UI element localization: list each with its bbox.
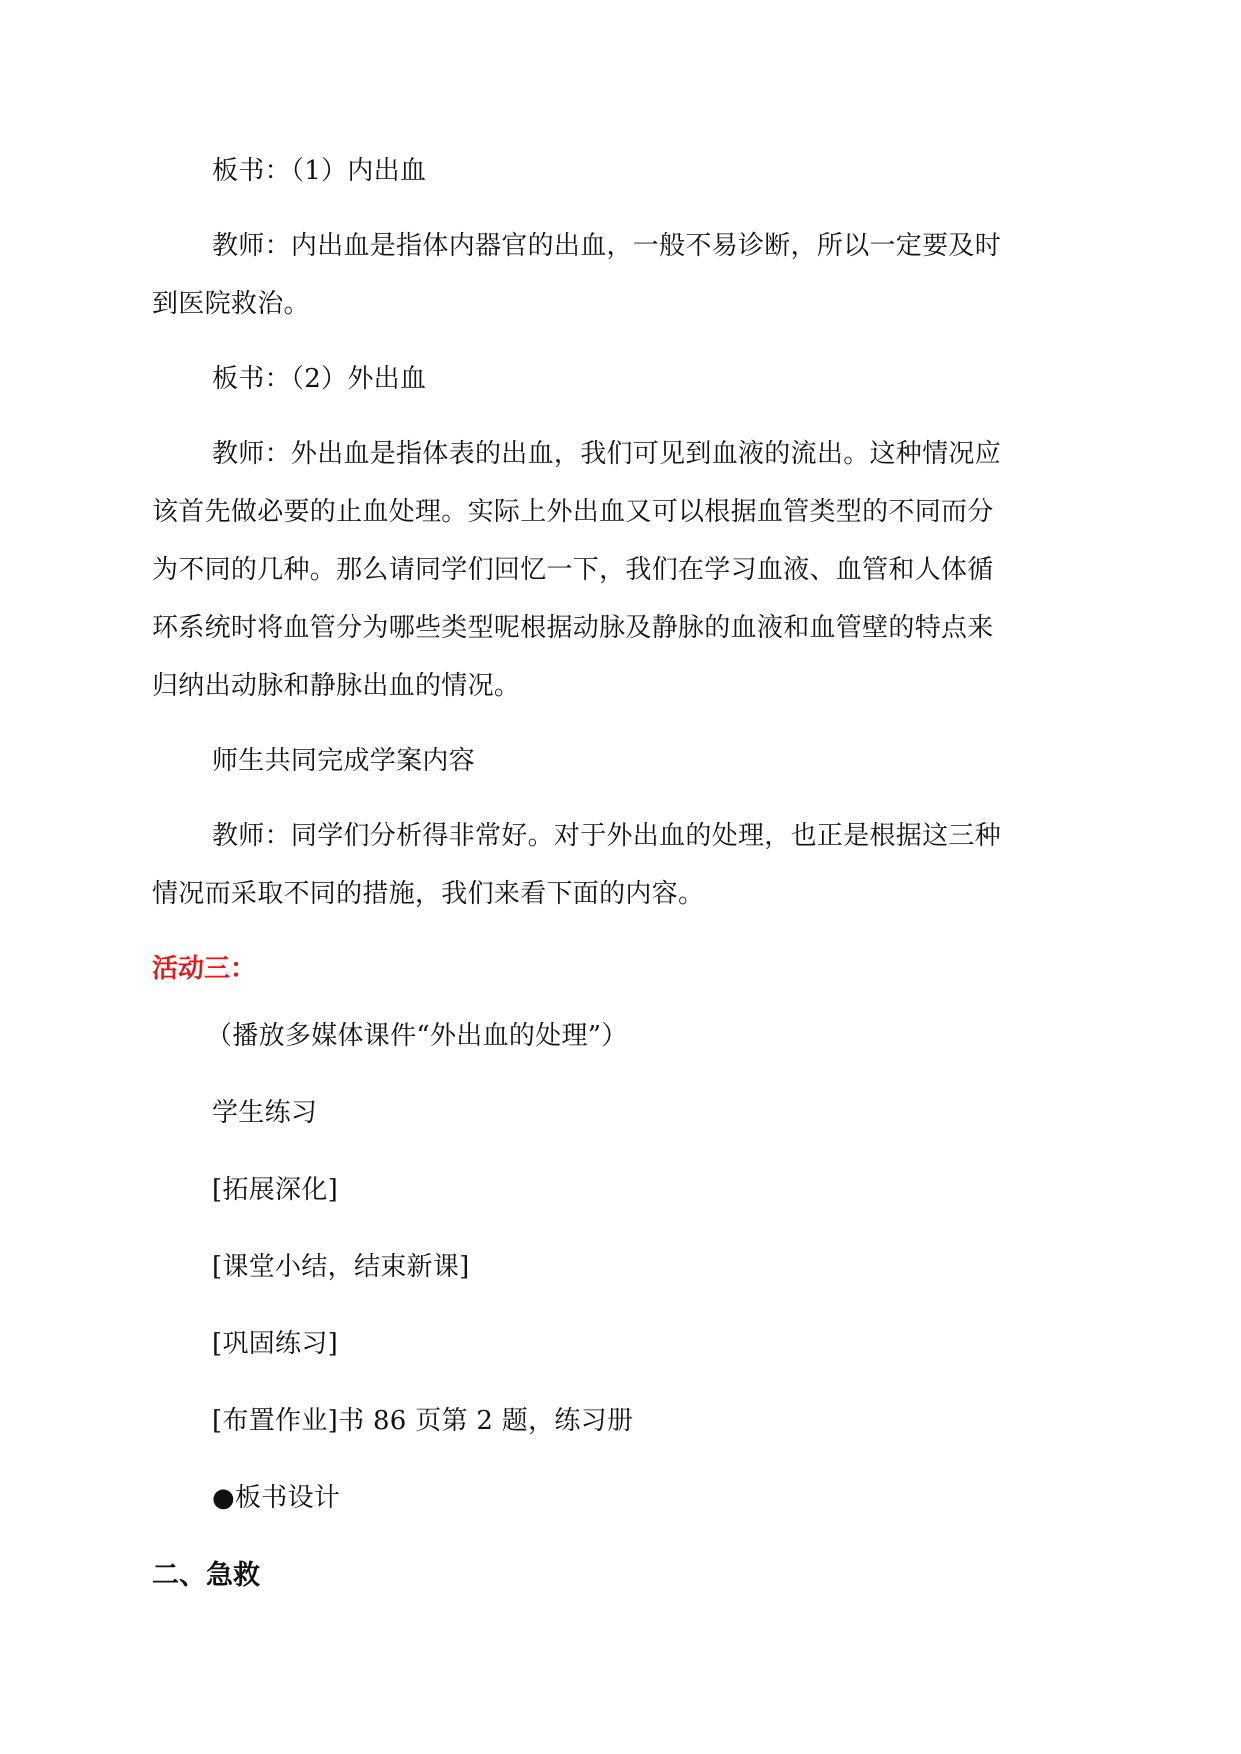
activity-three-heading: 活动三： [152,954,257,984]
paragraph-internal-bleeding-line-2: 到医院救治。 [152,289,310,319]
extension-deepening: [拓展深化] [212,1175,339,1205]
paragraph-external-bleeding-line-2: 该首先做必要的止血处理。实际上外出血又可以根据血管类型的不同而分 [152,497,994,527]
paragraph-external-bleeding-line-4: 环系统时将血管分为哪些类型呢根据动脉及静脉的血液和血管壁的特点来 [152,613,994,643]
student-practice: 学生练习 [212,1098,318,1128]
board-design: ●板书设计 [212,1483,341,1513]
board-note-internal-bleeding: 板书：（1）内出血 [212,156,427,186]
homework-assignment: [布置作业]书 86 页第 2 题，练习册 [212,1406,634,1436]
paragraph-external-bleeding-line-1: 教师：外出血是指体表的出血，我们可见到血液的流出。这种情况应 [212,439,1002,469]
multimedia-note: （播放多媒体课件“外出血的处理”） [206,1021,628,1051]
paragraph-external-bleeding-line-3: 为不同的几种。那么请同学们回忆一下，我们在学习血液、血管和人体循 [152,555,994,585]
paragraph-analysis-line-1: 教师：同学们分析得非常好。对于外出血的处理，也正是根据这三种 [212,821,1002,851]
class-summary: [课堂小结，结束新课] [212,1252,470,1282]
paragraph-external-bleeding-line-5: 归纳出动脉和静脉出血的情况。 [152,671,521,701]
paragraph-joint-completion: 师生共同完成学案内容 [212,746,476,776]
board-note-external-bleeding: 板书：（2）外出血 [212,364,427,394]
paragraph-internal-bleeding-line-1: 教师：内出血是指体内器官的出血，一般不易诊断，所以一定要及时 [212,231,1002,261]
consolidation-practice: [巩固练习] [212,1329,339,1359]
section-two-heading: 二、急救 [152,1560,260,1591]
paragraph-analysis-line-2: 情况而采取不同的措施，我们来看下面的内容。 [152,879,705,909]
